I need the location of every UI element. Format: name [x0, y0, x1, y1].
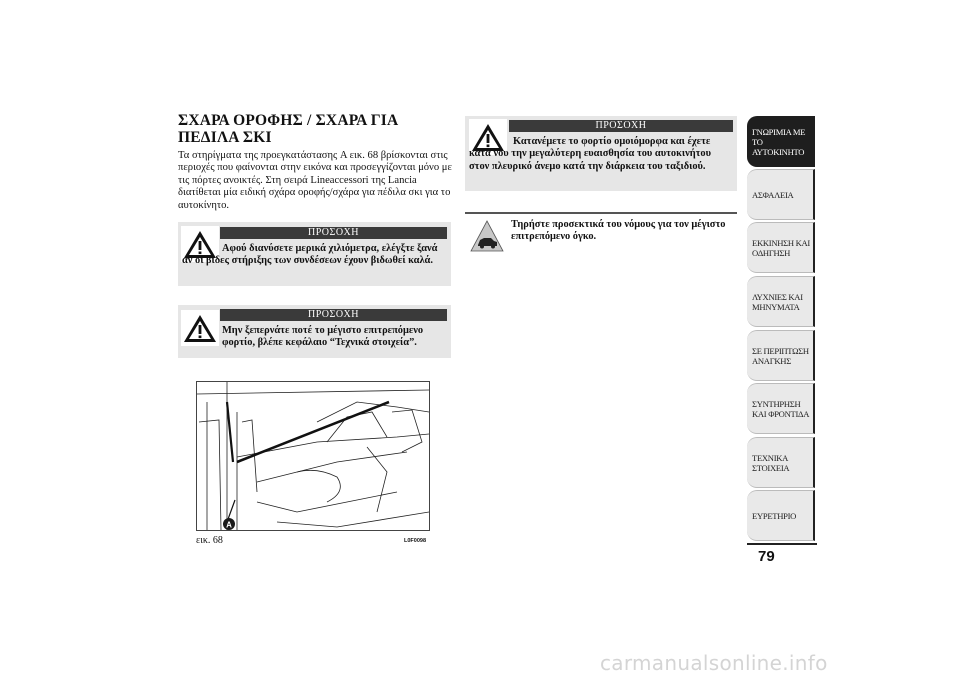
note-text: Τηρήστε προσεκτικά του νόμους για τον μέγιστο επιτρεπόμενο όγκο.: [511, 219, 726, 243]
tab-safety[interactable]: [747, 169, 815, 220]
page-number: 79: [758, 548, 775, 565]
tab-label: ΑΣΦΑΛΕΙΑ: [752, 189, 794, 200]
tab-label: ΕΚΚΙΝΗΣΗ ΚΑΙ ΟΔΗΓΗΣΗ: [752, 237, 810, 258]
car-door-illustration: [197, 382, 429, 530]
tab-technical-data[interactable]: [747, 437, 815, 488]
warning-heading: ΠΡΟΣΟΧΗ: [509, 120, 733, 132]
warning-text: Μην ξεπερνάτε ποτέ το μέγιστο επιτρεπόμενο φορτίο, βλέπε κεφάλαιο “Τεχνικά στοιχεία”.: [222, 325, 424, 349]
tab-label: ΓΝΩΡΙΜΙΑ ΜΕ ΤΟ ΑΥΤΟΚΙΝΗΤΟ: [752, 126, 806, 157]
warning-box-2: [178, 305, 451, 358]
figure-car-door: [196, 381, 430, 531]
warning-box-1: [178, 222, 451, 286]
tab-maintenance[interactable]: [747, 383, 815, 434]
section-divider: [465, 212, 737, 214]
tab-emergency[interactable]: [747, 330, 815, 381]
intro-paragraph: Τα στηρίγματα της προεγκατάστασης A εικ. 68 βρίσκονται στις περιοχές που φαίνονται στην εικόνα και προσεγγίζονται μόνο με τις πόρτες ανοικτές. Στη σειρά Lineaccessori της Lancia διατίθεται μία ειδική σχάρα οροφής/σχάρα για πέδιλα σκι για το αυτοκίνητο.: [178, 150, 452, 211]
warning-text: Κατανέμετε το φορτίο ομοιόμορφα και έχετε κατά νου την μεγαλύτερη ευαισθησία του αυτοκινήτου στον πλευρικό άνεμο κατά την διάρκεια του ταξιδιού.: [469, 136, 712, 172]
page-title: ΣΧΑΡΑ ΟΡΟΦΗΣ / ΣΧΑΡΑ ΓΙΑ ΠΕΔΙΛΑ ΣΚΙ: [178, 112, 398, 146]
watermark: carmanualsonline.info: [600, 651, 828, 675]
tab-label: ΣΕ ΠΕΡΙΠΤΩΣΗ ΑΝΑΓΚΗΣ: [752, 345, 809, 366]
warning-heading: ΠΡΟΣΟΧΗ: [220, 227, 447, 239]
tab-lights-messages[interactable]: [747, 276, 815, 327]
tab-label: ΕΥΡΕΤΗΡΙΟ: [752, 510, 797, 521]
warning-box-3: [465, 116, 737, 191]
figure-label: A: [226, 520, 232, 530]
page-number-rule: [747, 543, 817, 545]
warning-text: Αφού διανύσετε μερικά χιλιόμετρα, ελέγξτε ξανά αν οι βίδες στήριξης των συνδέσεων έχουν βιδωθεί καλά.: [182, 243, 438, 267]
figure-caption: εικ. 68: [196, 535, 223, 546]
figure-code: L0F0098: [404, 538, 427, 544]
tab-label: ΣΥΝΤΗΡΗΣΗ ΚΑΙ ΦΡΟΝΤΙΔΑ: [752, 398, 810, 419]
tab-label: ΛΥΧΝΙΕΣ ΚΑΙ ΜΗΝΥΜΑΤΑ: [752, 291, 803, 312]
car-note-icon: [469, 218, 505, 254]
warning-triangle-icon: [181, 310, 219, 346]
tab-starting-driving[interactable]: [747, 222, 815, 273]
warning-heading: ΠΡΟΣΟΧΗ: [220, 309, 447, 321]
tab-getting-to-know[interactable]: [747, 116, 815, 167]
tab-index[interactable]: [747, 490, 815, 541]
tab-label: ΤΕΧΝΙΚΑ ΣΤΟΙΧΕΙΑ: [752, 452, 790, 473]
